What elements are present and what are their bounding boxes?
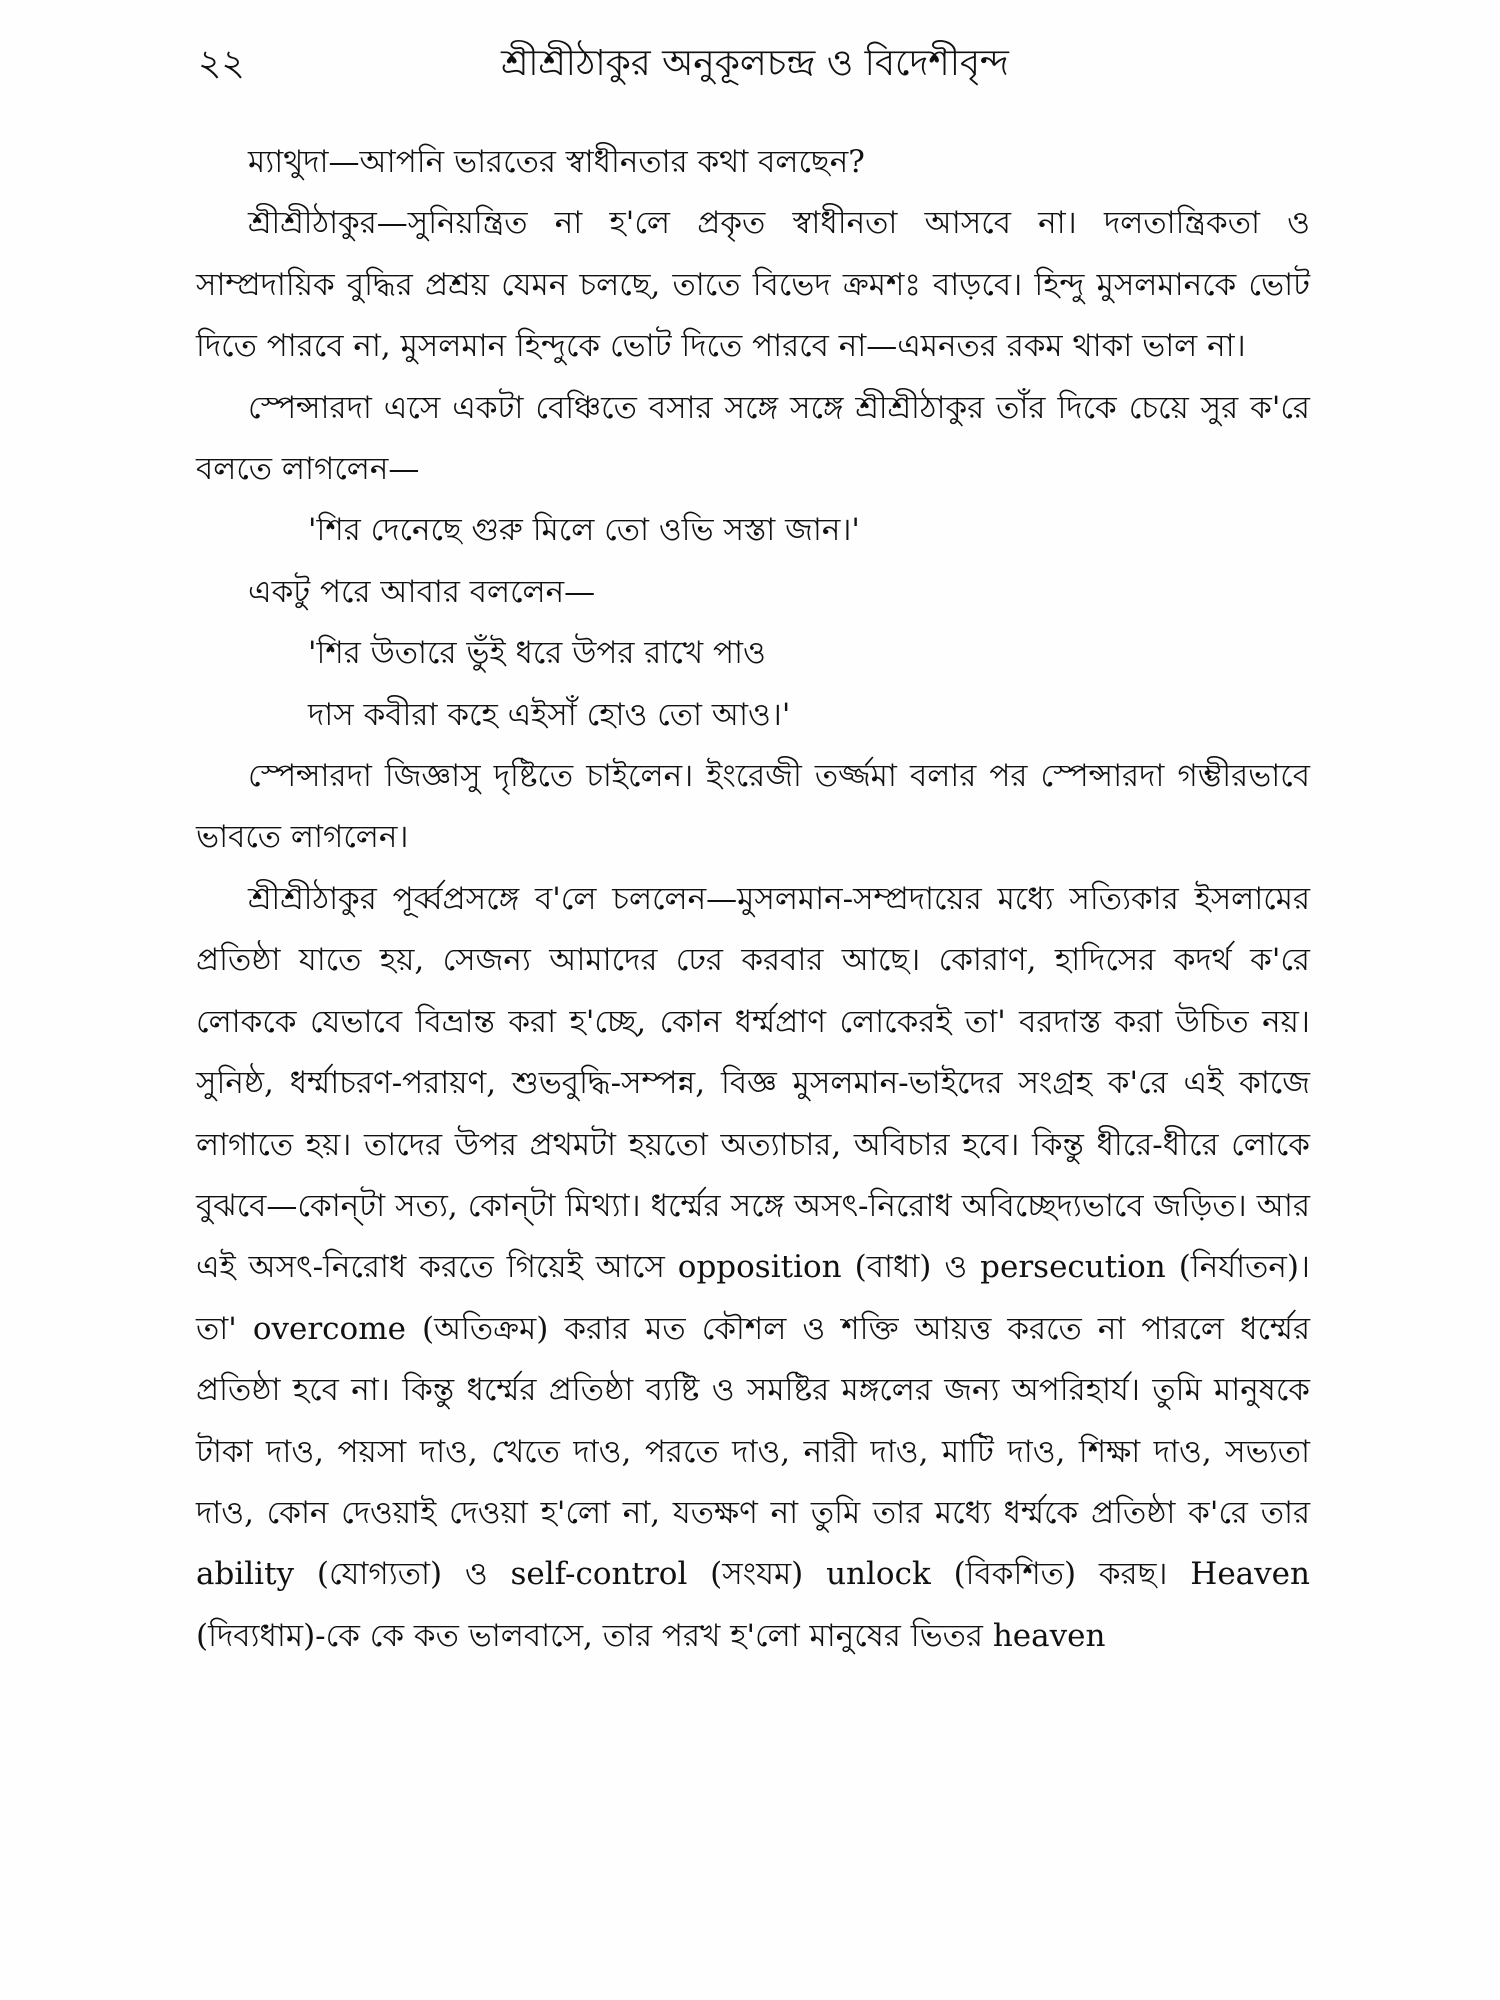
paragraph-spencer-arrives: স্পেন্সারদা এসে একটা বেঞ্চিতে বসার সঙ্গে সঙ্গে শ্রীশ্রীঠাকুর তাঁর দিকে চেয়ে সুর ক'রে বলতে লাগলেন— (196, 389, 1310, 488)
paragraph-after-a-while: একটু পরে আবার বললেন— (248, 573, 596, 610)
verse-line: দাস কবীরা কহে এইসাঁ হোও তো আও।' (308, 696, 791, 733)
body-text (196, 132, 1310, 1667)
running-title: শ্রীশ্রীঠাকুর অনুকূলচন্দ্র ও বিদেশীবৃন্দ (501, 43, 1009, 84)
page-number: ২২ (198, 43, 245, 84)
verse-quote-2 (196, 623, 1310, 746)
paragraph-mathuda-question: ম্যাথুদা—আপনি ভারতের স্বাধীনতার কথা বলছেন? (248, 144, 865, 180)
page-header (190, 36, 1320, 96)
verse-line: 'শির উতারে ভুঁই ধরে উপর রাখে পাও (308, 635, 766, 672)
verse-quote-1: 'শির দেনেছে গুরু মিলে তো ওভি সস্তা জান।' (308, 512, 860, 549)
paragraph-thakur-continues: শ্রীশ্রীঠাকুর পূর্ব্বপ্রসঙ্গে ব'লে চললেন—মুসলমান-সম্প্রদায়ের মধ্যে সত্যিকার ইসলামের প্রতিষ্ঠা যাতে হয়, সেজন্য আমাদের ঢের করবার আছে। কোরাণ, হাদিসের কদর্থ ক'রে লোককে যেভাবে বিভ্রান্ত করা হ'চ্ছে, কোন ধর্ম্মপ্রাণ লোকেরই তা' বরদাস্ত করা উচিত নয়। সুনিষ্ঠ, ধর্ম্মাচরণ-পরায়ণ, শুভবুদ্ধি-সম্পন্ন, বিজ্ঞ মুসলমান-ভাইদের সংগ্রহ ক'রে এই কাজে লাগাতে হয়। তাদের উপর প্রথমটা হয়তো অত্যাচার, অবিচার হবে। কিন্তু ধীরে-ধীরে লোকে বুঝবে—কোন্‌টা সত্য, কোন্‌টা মিথ্যা। ধর্ম্মের সঙ্গে অসৎ-নিরোধ অবিচ্ছেদ্যভাবে জড়িত। আর এই অসৎ-নিরোধ করতে গিয়েই আসে opposition (বাধা) ও persecution (নির্যাতন)। তা' overcome (অতিক্রম) করার মত কৌশল ও শক্তি আয়ত্ত করতে না পারলে ধর্ম্মের প্রতিষ্ঠা হবে না। কিন্তু ধর্ম্মের প্রতিষ্ঠা ব্যষ্টি ও সমষ্টির মঙ্গলের জন্য অপরিহার্য। তুমি মানুষকে টাকা দাও, পয়সা দাও, খেতে দাও, পরতে দাও, নারী দাও, মাটি দাও, শিক্ষা দাও, সভ্যতা দাও, কোন দেওয়াই দেওয়া হ'লো না, যতক্ষণ না তুমি তার মধ্যে ধর্ম্মকে প্রতিষ্ঠা ক'রে তার ability (যোগ্যতা) ও self-control (সংযম) unlock (বিকশিত) করছ। Heaven (দিব্যধাম)-কে কে কত ভালবাসে, তার পরখ হ'লো মানুষের ভিতর heaven (196, 880, 1310, 1654)
paragraph-spencer-reflects: স্পেন্সারদা জিজ্ঞাসু দৃষ্টিতে চাইলেন। ইংরেজী তর্জ্জমা বলার পর স্পেন্সারদা গম্ভীরভাবে ভাবতে লাগলেন। (196, 758, 1310, 856)
paragraph-thakur-reply: শ্রীশ্রীঠাকুর—সুনিয়ন্ত্রিত না হ'লে প্রকৃত স্বাধীনতা আসবে না। দলতান্ত্রিকতা ও সাম্প্রদায়িক বুদ্ধির প্রশ্রয় যেমন চলছে, তাতে বিভেদ ক্রমশঃ বাড়বে। হিন্দু মুসলমানকে ভোট দিতে পারবে না, মুসলমান হিন্দুকে ভোট দিতে পারবে না—এমনতর রকম থাকা ভাল না। (196, 205, 1310, 365)
